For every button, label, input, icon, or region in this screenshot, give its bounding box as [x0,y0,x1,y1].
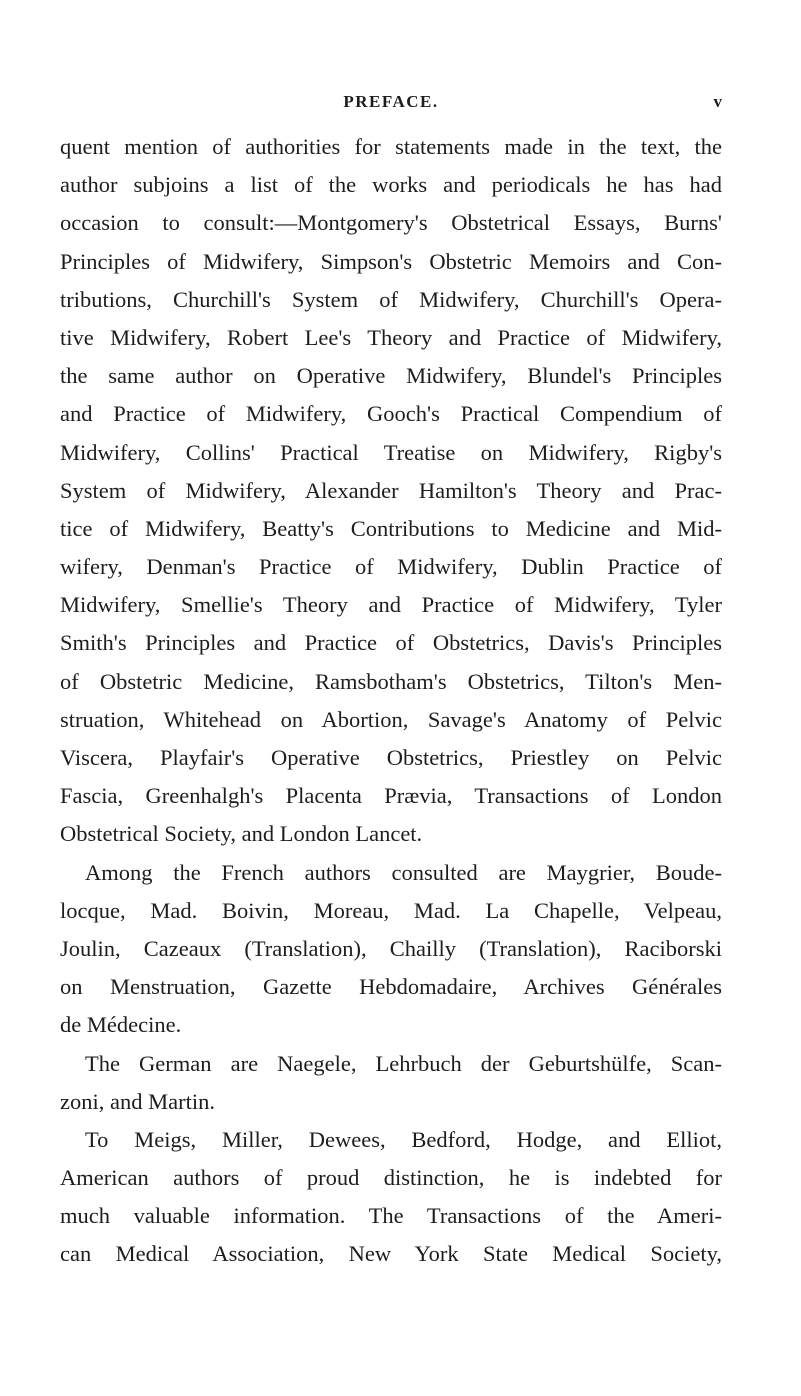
text-line: zoni, and Martin. [60,1088,215,1114]
body-text [60,128,722,1274]
running-head [60,92,722,116]
text-line: occasion to consult:—Montgomery's Obstetrical Essays, Burns' [60,210,722,236]
text-line: much valuable information. The Transactions of the Ameri- [60,1203,722,1229]
text-line: Obstetrical Society, and London Lancet. [60,821,423,847]
text-line: and Practice of Midwifery, Gooch's Practical Compendium of [60,401,722,427]
text-line: Joulin, Cazeaux (Translation), Chailly (Translation), Raciborski [60,935,722,961]
text-line: tice of Midwifery, Beatty's Contributions to Medicine and Mid- [60,515,722,541]
text-line: The German are Naegele, Lehrbuch der Geburtshülfe, Scan- [85,1050,722,1076]
text-line: System of Midwifery, Alexander Hamilton's Theory and Prac- [60,477,722,503]
text-line: wifery, Denman's Practice of Midwifery, Dublin Practice of [60,554,722,580]
text-line: Principles of Midwifery, Simpson's Obstetric Memoirs and Con- [60,248,722,274]
text-line: can Medical Association, New York State Medical Society, [60,1241,722,1267]
text-line: quent mention of authorities for statements made in the text, the [60,134,722,159]
running-title: PREFACE. [343,92,439,111]
text-line: Smith's Principles and Practice of Obstetrics, Davis's Principles [60,630,722,656]
text-line: tive Midwifery, Robert Lee's Theory and Practice of Midwifery, [60,324,722,350]
page-number: v [713,92,722,111]
text-line: Fascia, Greenhalgh's Placenta Prævia, Transactions of London [60,783,722,809]
text-line: Midwifery, Collins' Practical Treatise on Midwifery, Rigby's [60,439,722,465]
text-line: Among the French authors consulted are Maygrier, Boude- [85,859,722,885]
text-line: Viscera, Playfair's Operative Obstetrics, Priestley on Pelvic [60,745,722,770]
text-line: author subjoins a list of the works and periodicals he has had [60,172,722,198]
text-line: of Obstetric Medicine, Ramsbotham's Obstetrics, Tilton's Men- [60,668,722,694]
text-line: locque, Mad. Boivin, Moreau, Mad. La Chapelle, Velpeau, [60,897,722,923]
text-line: Midwifery, Smellie's Theory and Practice of Midwifery, Tyler [60,592,722,618]
text-line: American authors of proud distinction, he is indebted for [60,1165,722,1191]
text-line: To Meigs, Miller, Dewees, Bedford, Hodge, and Elliot, [85,1126,722,1152]
text-line: the same author on Operative Midwifery, Blundel's Principles [60,363,722,389]
text-line: struation, Whitehead on Abortion, Savage's Anatomy of Pelvic [60,706,722,732]
text-line: tributions, Churchill's System of Midwifery, Churchill's Opera- [60,286,722,312]
text-line: on Menstruation, Gazette Hebdomadaire, Archives Générales [60,974,722,1000]
text-line: de Médecine. [60,1012,182,1038]
